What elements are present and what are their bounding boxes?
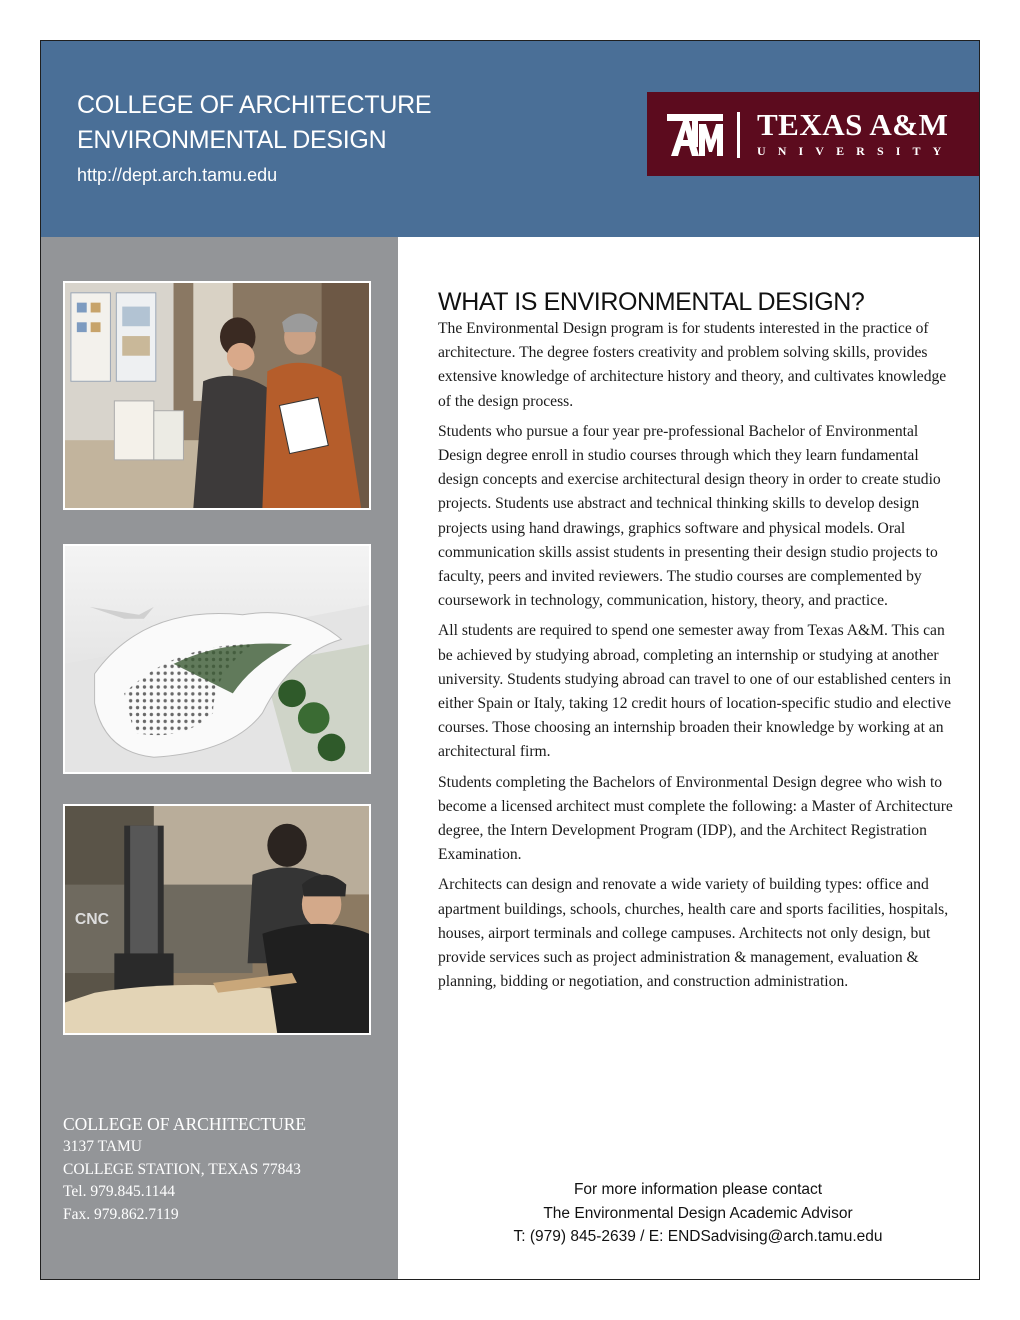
section-heading: WHAT IS ENVIRONMENTAL DESIGN? bbox=[438, 288, 865, 316]
header-banner bbox=[41, 41, 979, 237]
paragraph-intro: The Environmental Design program is for students interested in the practice of architecture. The degree fosters creativity and problem solving skills, provides extensive knowledge of architecture history and theory, and cultivates knowledge of the design process. bbox=[438, 320, 947, 410]
address-telephone: Tel. 979.845.1144 bbox=[63, 1183, 175, 1201]
college-title: COLLEGE OF ARCHITECTURE bbox=[77, 91, 432, 119]
main-content bbox=[438, 287, 970, 1000]
atm-monogram-icon bbox=[665, 112, 725, 158]
svg-text:CNC: CNC bbox=[74, 910, 110, 928]
contact-info bbox=[471, 1178, 925, 1249]
address-college-name: COLLEGE OF ARCHITECTURE bbox=[63, 1114, 307, 1134]
contact-advisor: The Environmental Design Academic Advisor bbox=[543, 1204, 853, 1222]
cnc-machine-workshop-photo bbox=[63, 804, 371, 1035]
contact-intro: For more information please contact bbox=[573, 1181, 823, 1198]
paragraph-studio: Students who pursue a four year pre-professional Bachelor of Environmental Design degree enroll in studio courses through which they learn fundamental design concepts and exercise architectural design theory in order to create studio projects. Students use abstract and technical thinking skills to develop design projects using hand drawings, graphics software and physical models. Oral communication skills assist students in presenting their design studio projects to faculty, peers and invited reviewers. The studio courses are complemented by coursework in technology, communication, history, theory, and practice. bbox=[438, 422, 941, 610]
department-url[interactable]: http://dept.arch.tamu.edu bbox=[77, 165, 278, 185]
logo-wordmark: TEXAS A&M bbox=[757, 107, 949, 142]
address-mail-stop: 3137 TAMU bbox=[63, 1137, 142, 1155]
logo-subtitle: UNIVERSITY bbox=[757, 144, 954, 158]
contact-phone-email[interactable]: T: (979) 845-2639 / E: ENDSadvising@arch.tamu.edu bbox=[513, 1228, 883, 1245]
program-title: ENVIRONMENTAL DESIGN bbox=[77, 126, 387, 154]
paragraph-licensure: Students completing the Bachelors of Environmental Design degree who wish to become a licensed architect must complete the following: a Master of Architecture degree, the Intern Development Program (IDP), and the Architect Registration Examination. bbox=[438, 773, 953, 864]
address-city: COLLEGE STATION, TEXAS 77843 bbox=[63, 1160, 301, 1178]
college-address bbox=[63, 1113, 306, 1227]
paragraph-careers: Architects can design and renovate a wide variety of building types: office and apartment buildings, schools, churches, health care and sports facilities, hospitals, houses, airport terminals and college campuses. Architects not only design, but provide services such as project administration & management, evaluation & planning, bidding or negotiation, and construction administration. bbox=[438, 876, 949, 991]
page-frame bbox=[40, 40, 980, 1280]
tamu-logo bbox=[647, 92, 980, 176]
architectural-model-render bbox=[63, 544, 371, 774]
address-fax: Fax. 979.862.7119 bbox=[63, 1206, 179, 1224]
students-viewing-model-photo bbox=[63, 281, 371, 510]
logo-divider bbox=[737, 112, 740, 158]
paragraph-semester-away: All students are required to spend one semester away from Texas A&M. This can be achieved by studying abroad, completing an internship or studying at another university. Students studying abroad can travel to one of our established centers in either Spain or Italy, taking 12 credit hours of location-specific studio and elective courses. Those choosing an internship broaden their knowledge by working at an architectural firm. bbox=[438, 622, 952, 761]
